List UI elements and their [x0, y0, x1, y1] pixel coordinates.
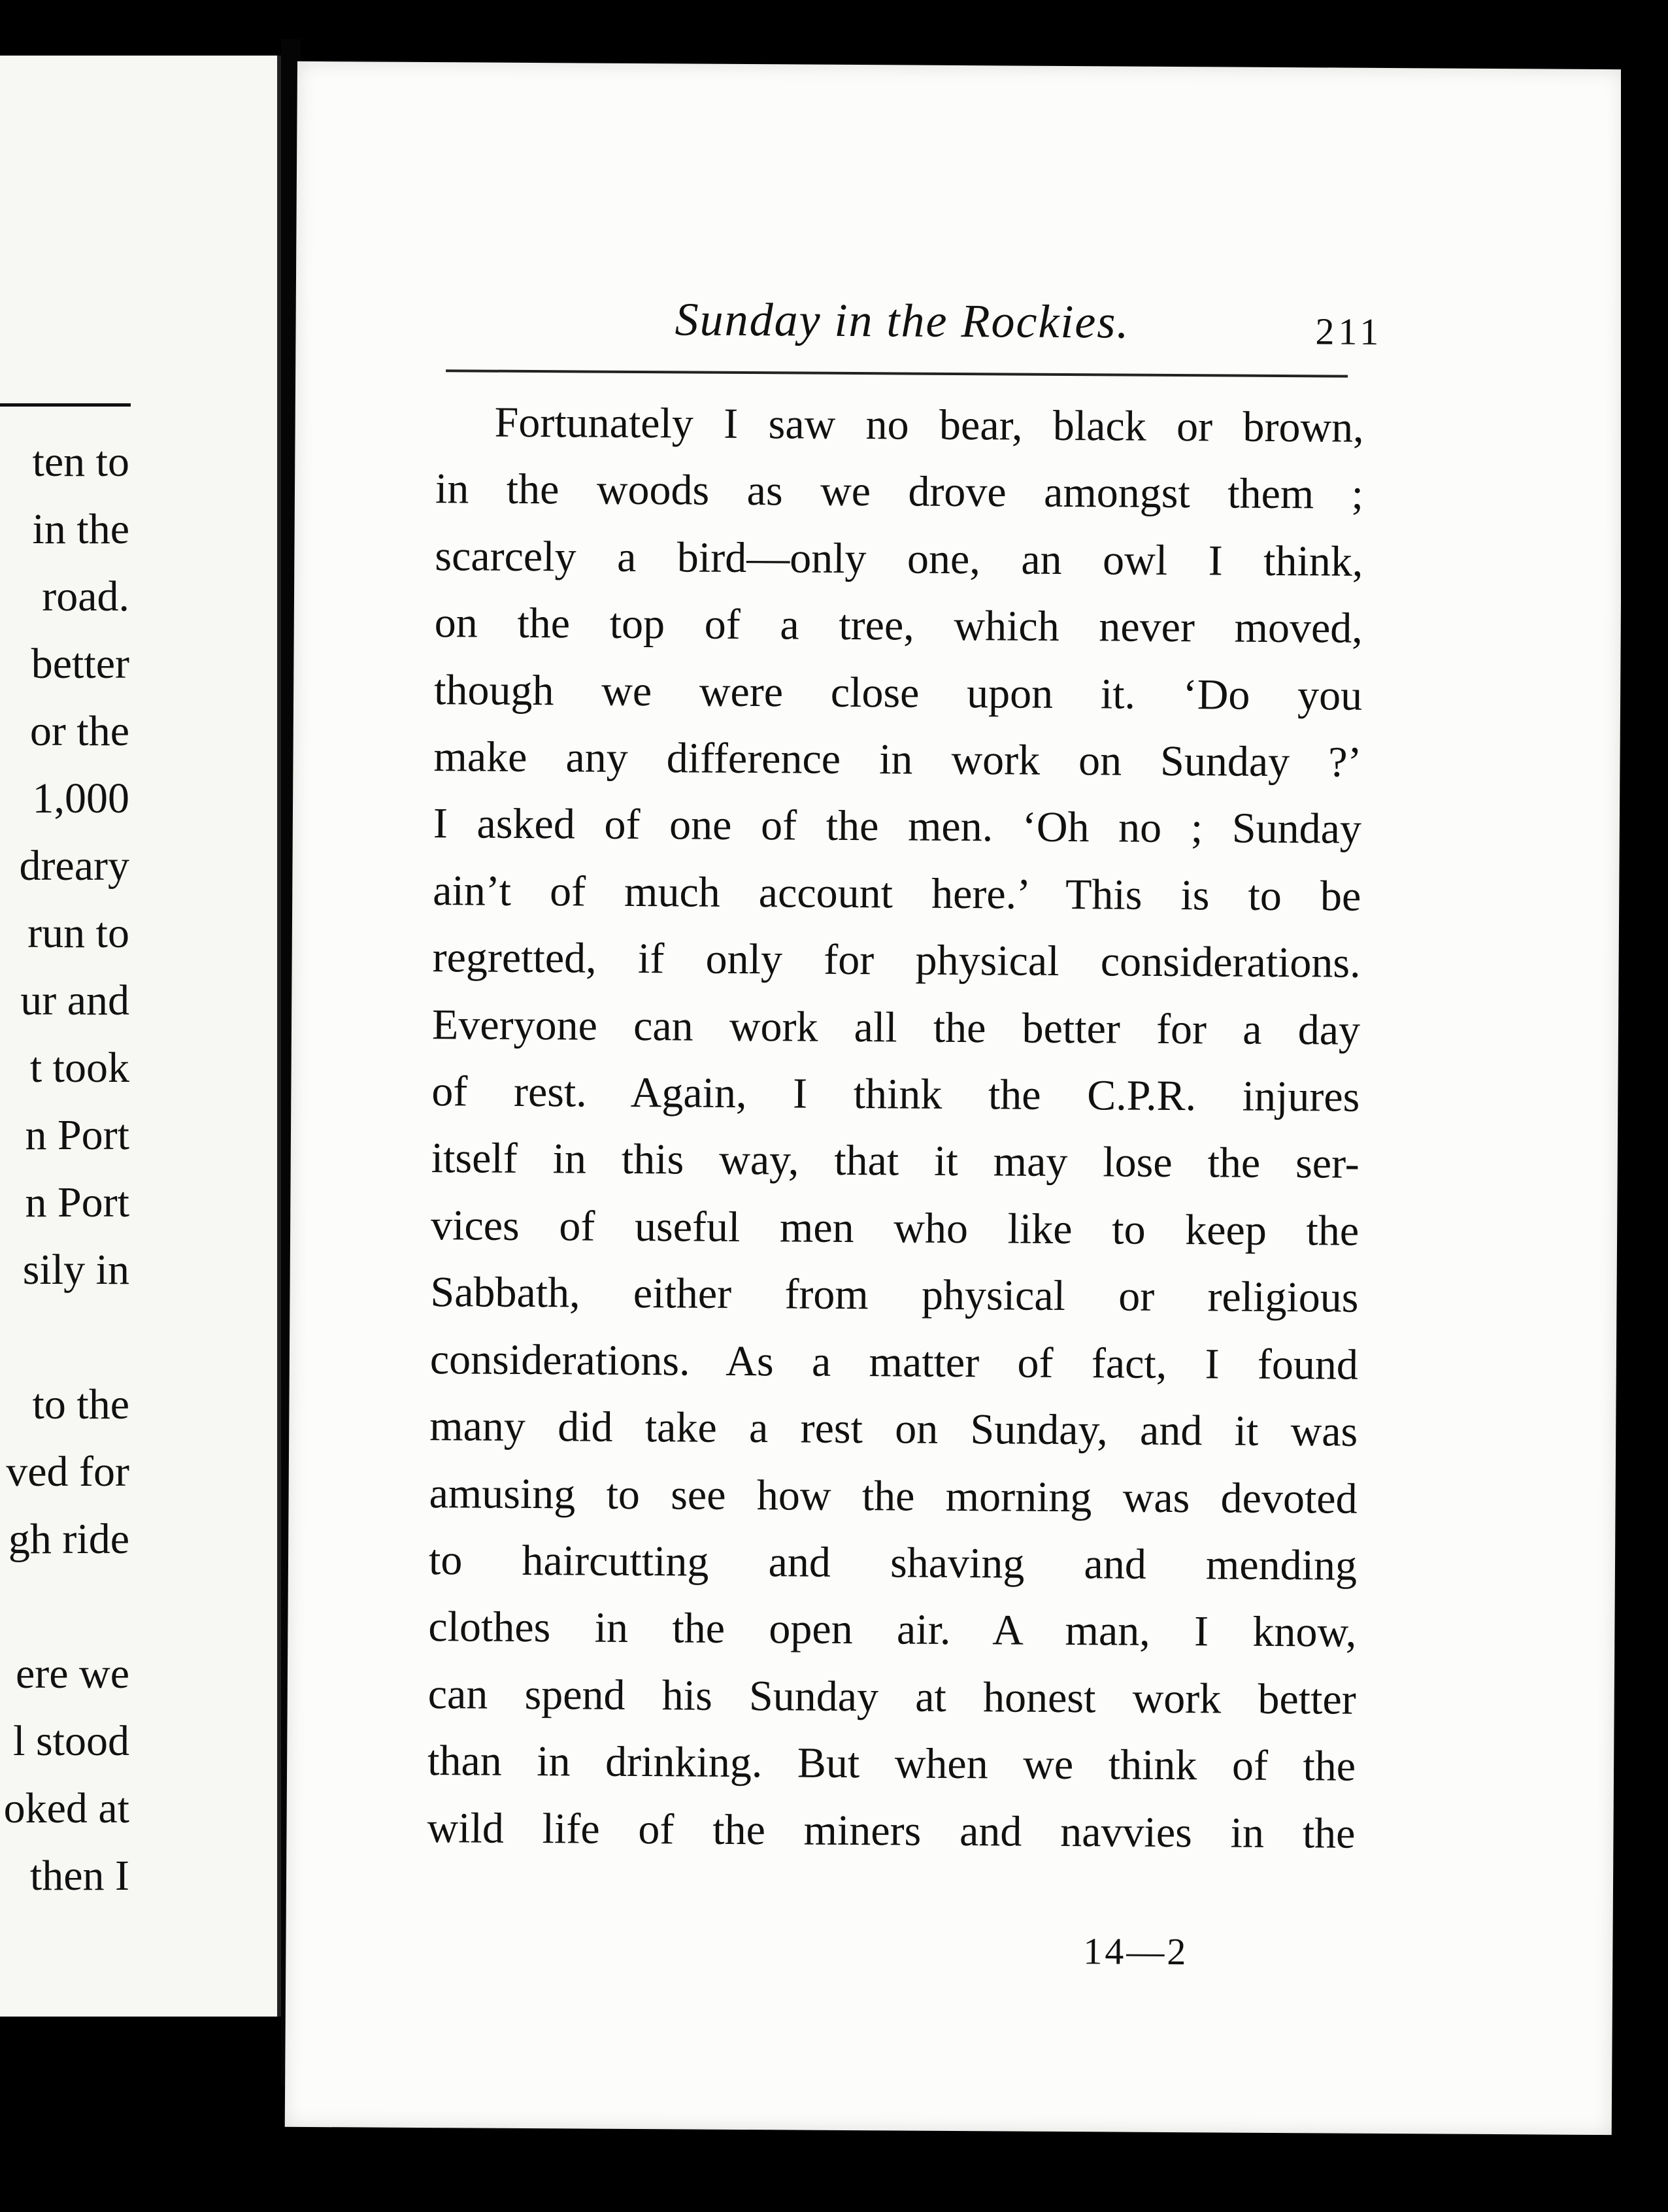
left-line: then I	[29, 1852, 129, 1900]
text-line: many did take a rest on Sunday, and it was	[429, 1402, 1358, 1456]
left-line: n Port	[25, 1111, 129, 1159]
left-line: ved for	[6, 1448, 129, 1496]
running-head: Sunday in the Rockies.	[675, 293, 1130, 348]
left-line-gap	[4, 1573, 129, 1640]
text-line: in the woods as we drove amongst them ;	[435, 465, 1364, 519]
signature-mark: 14—2	[1083, 1930, 1189, 1973]
text-line: Fortunately I saw no bear, black or brown,	[494, 398, 1364, 452]
page-number: 211	[1315, 310, 1383, 353]
text-line: scarcely a bird—only one, an owl I think,	[435, 531, 1363, 586]
text-line: to haircutting and shaving and mending	[428, 1535, 1358, 1590]
left-page-lines	[4, 428, 129, 1909]
text-line: ain’t of much account here.’ This is to be	[433, 866, 1361, 920]
text-line: amusing to see how the morning was devoted	[429, 1469, 1358, 1523]
text-line: than in drinking. But when we think of the	[427, 1737, 1356, 1790]
left-line: run to	[27, 909, 129, 957]
left-line: n Port	[25, 1179, 129, 1226]
left-line: dreary	[19, 842, 129, 890]
left-line: ere we	[15, 1650, 129, 1698]
text-line: considerations. As a matter of fact, I found	[429, 1335, 1359, 1389]
text-line: on the top of a tree, which never moved,	[434, 599, 1363, 652]
text-line: make any difference in work on Sunday ?’	[433, 733, 1362, 786]
text-line: Everyone can work all the better for a day	[431, 1000, 1361, 1054]
text-line: wild life of the miners and navvies in the	[427, 1803, 1356, 1858]
text-line: clothes in the open air. A man, I know,	[428, 1603, 1357, 1657]
left-line: to the	[32, 1381, 129, 1428]
body-text	[427, 389, 1364, 1868]
left-page-text-clip	[0, 56, 277, 2017]
left-line: ten to	[32, 438, 129, 486]
text-line: of rest. Again, I think the C.P.R. injures	[431, 1067, 1360, 1121]
text-line: regretted, if only for physical considerations.	[432, 933, 1361, 988]
text-line: can spend his Sunday at honest work better	[427, 1669, 1356, 1724]
left-line: gh ride	[8, 1515, 129, 1563]
left-line: road.	[42, 573, 129, 620]
left-line: 1,000	[32, 775, 129, 822]
text-line: itself in this way, that it may lose the ser-	[431, 1134, 1359, 1188]
text-line: I asked of one of the men. ‘Oh no ; Sunday	[433, 799, 1362, 854]
right-page	[285, 61, 1624, 2135]
left-line: t took	[29, 1044, 129, 1092]
left-line: ur and	[20, 977, 129, 1024]
left-line: oked at	[3, 1785, 129, 1832]
text-line: though we were close upon it. ‘Do you	[433, 665, 1363, 720]
left-line: better	[31, 640, 129, 688]
left-line-gap	[4, 1303, 129, 1371]
left-page-head-rule	[0, 403, 131, 407]
left-page	[0, 56, 281, 2017]
text-line: Sabbath, either from physical or religious	[430, 1268, 1359, 1322]
left-line: or the	[29, 707, 129, 755]
left-line: sily in	[22, 1246, 129, 1294]
running-head-rule	[446, 369, 1348, 377]
right-binding-edge	[1621, 39, 1668, 2212]
left-line: in the	[32, 505, 129, 553]
text-line: vices of useful men who like to keep the	[430, 1201, 1359, 1255]
left-line: l stood	[13, 1717, 129, 1765]
